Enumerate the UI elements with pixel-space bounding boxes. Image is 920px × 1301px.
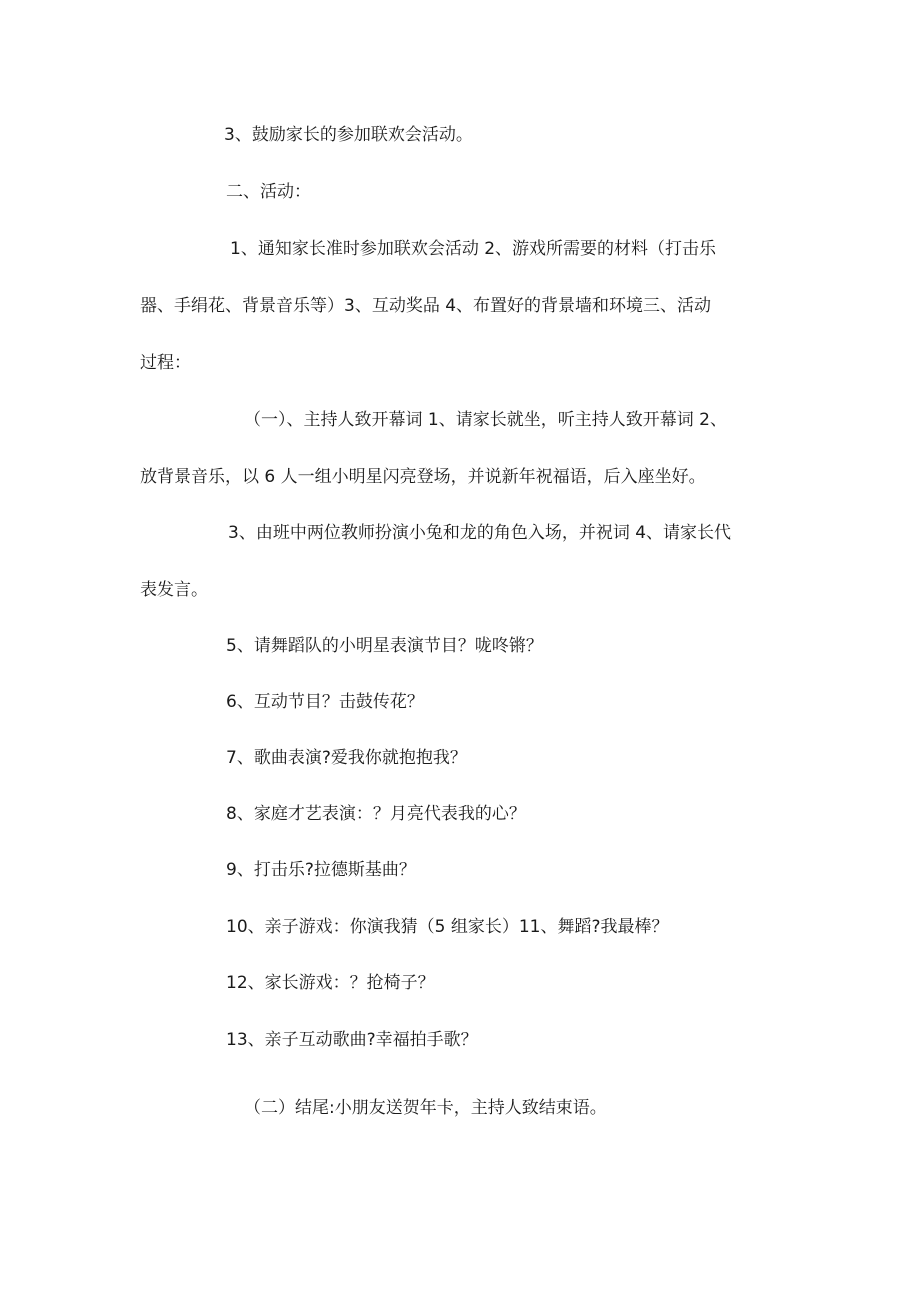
opening-line-3: 3、由班中两位教师扮演小兔和龙的角色入场，并祝词 4、请家长代: [228, 523, 732, 543]
goal-3-line: 3、鼓励家长的参加联欢会活动。: [224, 125, 473, 145]
prep-line-1: 1、通知家长准时参加联欢会活动 2、游戏所需要的材料（打击乐: [230, 239, 717, 259]
ending-line: （二）结尾:小朋友送贺年卡，主持人致结束语。: [244, 1098, 607, 1118]
list-item: 8、家庭才艺表演：？月亮代表我的心？: [226, 804, 526, 824]
list-item: 12、家长游戏：？抢椅子？: [226, 973, 435, 993]
list-item: 7、歌曲表演?爱我你就抱抱我？: [226, 748, 467, 768]
list-item: 6、互动节目？击鼓传花？: [226, 692, 424, 712]
list-item: 9、打击乐?拉德斯基曲？: [226, 860, 416, 880]
list-item: 5、请舞蹈队的小明星表演节目？咙咚锵？: [226, 636, 543, 656]
prep-line-3: 过程：: [140, 353, 191, 373]
opening-line-1: （一）、主持人致开幕词 1、请家长就坐，听主持人致开幕词 2、: [244, 410, 727, 430]
opening-line-2: 放背景音乐，以 6 人一组小明星闪亮登场，并说新年祝福语，后入座坐好。: [140, 467, 706, 487]
list-item: 13、亲子互动歌曲?幸福拍手歌？: [226, 1030, 478, 1050]
opening-line-4: 表发言。: [140, 580, 208, 600]
list-item: 10、亲子游戏：你演我猜（5 组家长）11、舞蹈?我最棒？: [226, 917, 669, 937]
section-heading-activities: 二、活动：: [226, 182, 311, 202]
prep-line-2: 器、手绢花、背景音乐等）3、互动奖品 4、布置好的背景墙和环境三、活动: [140, 296, 712, 316]
